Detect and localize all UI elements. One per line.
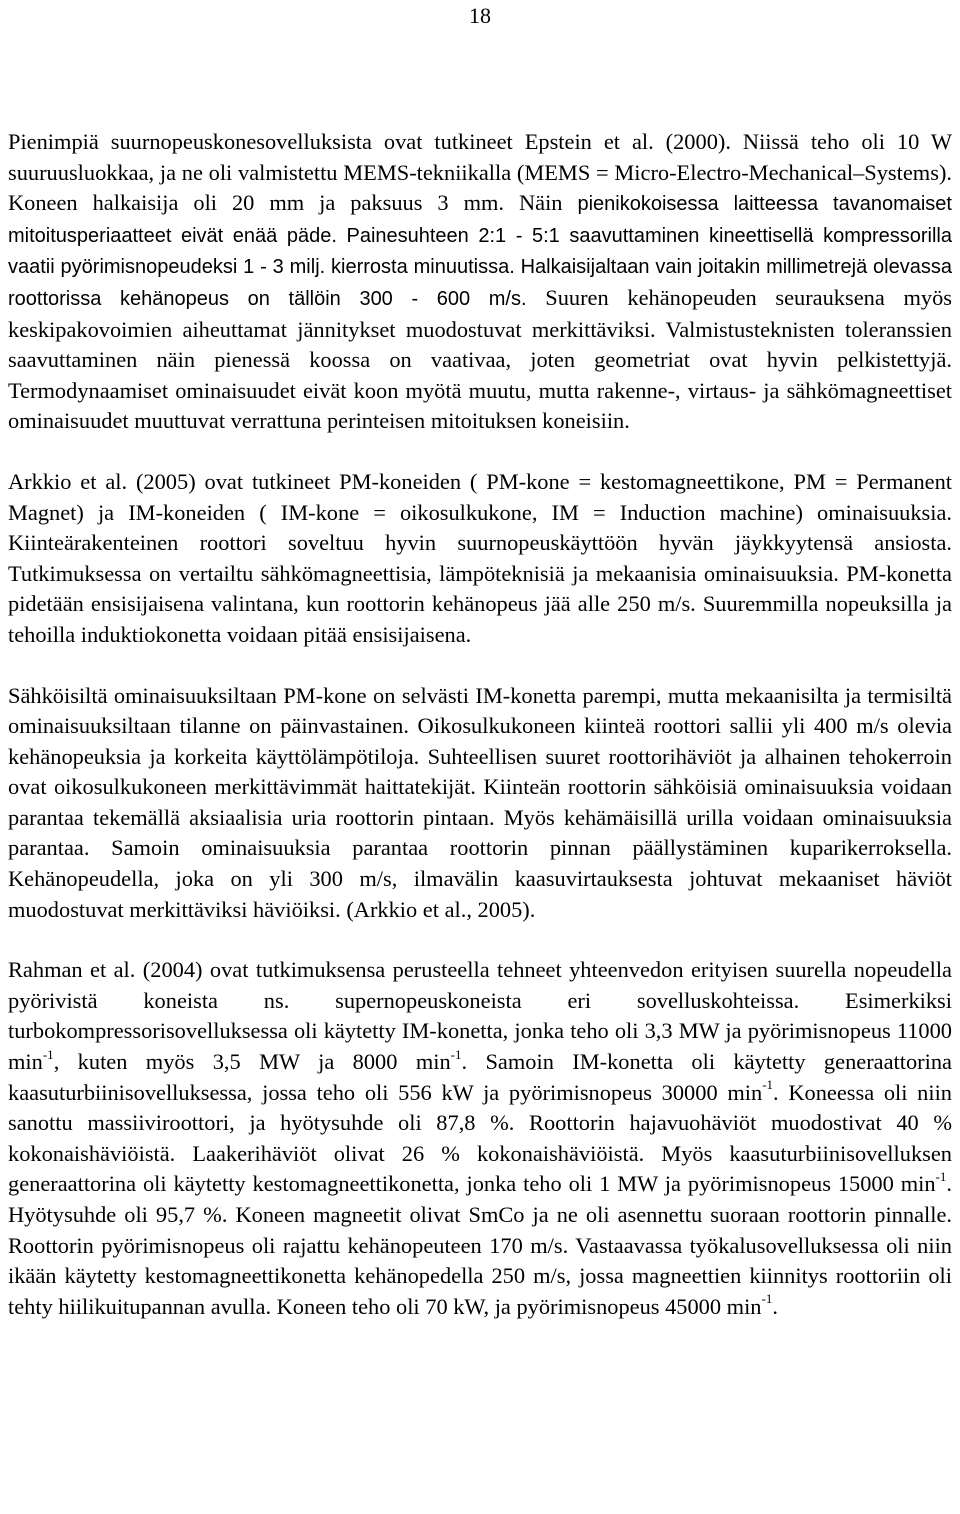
paragraph-rahman xyxy=(8,955,952,1322)
text-segment: , kuten myös 3,5 MW ja 8000 min xyxy=(53,1049,451,1075)
text-segment: Arkkio et al. (2005) ovat tutkineet PM-koneiden ( PM-kone = kestomagneettikone, PM = Permanent Magnet) ja IM-koneiden ( IM-kone = oikosulkukone, IM = Induction machine) ominaisuuksia. Kiinteärakenteinen roottori soveltuu hyvin suurnopeuskäyttöön hyvän jäykkyytensä ansiosta. Tutkimuksessa on vertailtu sähkömagneettisia, lämpöteknisiä ja mekaanisia ominaisuuksia. PM-konetta pidetään ensisijaisena valintana, kun roottorin kehänopeus jää alle 250 m/s. Suuremmilla nopeuksilla ja tehoilla induktiokonetta voidaan pitää ensisijaisena. xyxy=(8,468,952,647)
superscript: -1 xyxy=(935,1168,947,1184)
page-number: 18 xyxy=(469,3,491,28)
superscript: -1 xyxy=(762,1077,774,1093)
text-segment: . Hyötysuhde oli 95,7 %. Koneen magneetit olivat SmCo ja ne oli asennettu suoraan roottorin pinnalle. Roottorin pyörimisnopeus oli rajattu kehänopeuteen 170 m/s. Vastaavassa työkalusovelluksessa oli niin ikään käytetty kestomagneettikonetta kehänopedella 250 m/s, jossa magneettien kiinnitys roottoriin oli tehty hiilikuitupannan avulla. Koneen teho oli 70 kW, ja pyörimisnopeus 45000 min xyxy=(8,1171,952,1319)
superscript: -1 xyxy=(761,1291,773,1307)
text-segment: Suuren kehänopeuden seurauksena myös keskipakovoimien aiheuttamat jännitykset muodostuvat merkittäviksi. Valmistusteknisten toleranssien saavuttaminen näin pienessä koossa on vaativaa, joten geometriat ovat hyvin pelkistettyjä. Termodynaamiset ominaisuudet eivät koon myötä muutu, mutta rakenne-, virtaus- ja sähkömagneettiset ominaisuudet muuttuvat verrattuna perinteisen mitoituksen koneisiin. xyxy=(8,284,952,434)
text-segment: . xyxy=(772,1293,778,1319)
paragraph-epstein xyxy=(8,127,952,437)
text-segment: Rahman et al. (2004) ovat tutkimuksensa perusteella tehneet yhteenvedon erityisen suurella nopeudella pyörivistä koneista ns. supernopeuskoneista eri sovelluskohteissa. Esimerkiksi turbokompressorisovelluksessa oli käytetty IM-konetta, jonka teho oli 3,3 MW ja pyörimisnopeus 11000 min xyxy=(8,957,952,1075)
text-segment: Pienimpiä suurnopeuskonesovelluksista ovat tutkineet Epstein et al. (2000). Niissä teho oli 10 W suuruusluokkaa, ja ne oli valmistettu MEMS-tekniikalla (MEMS = Micro-Electro-Mechanical–Systems). Koneen halkaisija oli 20 mm ja paksuus 3 mm. Näin xyxy=(8,129,952,216)
text-segment: . Samoin IM-konetta oli käytetty generaattorina kaasuturbiinisovelluksessa, jossa teho oli 556 kW ja pyörimisnopeus 30000 min xyxy=(8,1049,952,1105)
superscript: -1 xyxy=(42,1046,54,1062)
text-segment: pienikokoisessa laitteessa tavanomaiset mitoitusperiaatteet eivät enää päde. Painesuhteen 2:1 - 5:1 saavuttaminen kineettisellä kompressorilla vaatii pyörimisnopeudeksi 1 - 3 milj. kierrosta minuutissa. Halkaisijaltaan vain joitakin millimetrejä olevassa roottorissa kehänopeus on tällöin 300 - 600 m/s. xyxy=(8,193,952,310)
text-segment: . Koneessa oli niin sanottu massiiviroottori, ja hyötysuhde oli 87,8 %. Roottorin hajavuohäviöt muodostivat 40 % kokonaishäviöistä. Laakerihäviöt olivat 26 % kokonaishäviöistä. Myös kaasuturbiinisovelluksen generaattorina oli käytetty kestomagneettikonetta, jonka teho oli 1 MW ja pyörimisnopeus 15000 min xyxy=(8,1079,952,1197)
text-segment: Sähköisiltä ominaisuuksiltaan PM-kone on selvästi IM-konetta parempi, mutta mekaanisilta ja termisiltä ominaisuuksiltaan tilanne on päinvastainen. Oikosulkukoneen kiinteä roottori sallii yli 400 m/s olevia kehänopeuksia ja korkeita käyttölämpötiloja. Suhteellisen suuret roottorihäviöt ja alhainen tehokerroin ovat oikosulkukoneen merkittävimmät haittatekijät. Kiinteän roottorin sähköisiä ominaisuuksia voidaan parantaa tekemällä aksiaalisia uria roottorin pintaan. Myös kehämäisillä urilla voidaan ominaisuuksia parantaa. Samoin ominaisuuksia parantaa roottorin pinnan päällystäminen kuparikerroksella. Kehänopeudella, joka on yli 300 m/s, ilmavälin kaasuvirtauksesta johtuvat mekaaniset häviöt muodostuvat merkittäviksi häviöiksi. (Arkkio et al., 2005). xyxy=(8,682,952,922)
superscript: -1 xyxy=(450,1046,462,1062)
paragraph-arkkio xyxy=(8,467,952,651)
document-body xyxy=(8,127,952,1322)
paragraph-electrical-properties xyxy=(8,681,952,926)
